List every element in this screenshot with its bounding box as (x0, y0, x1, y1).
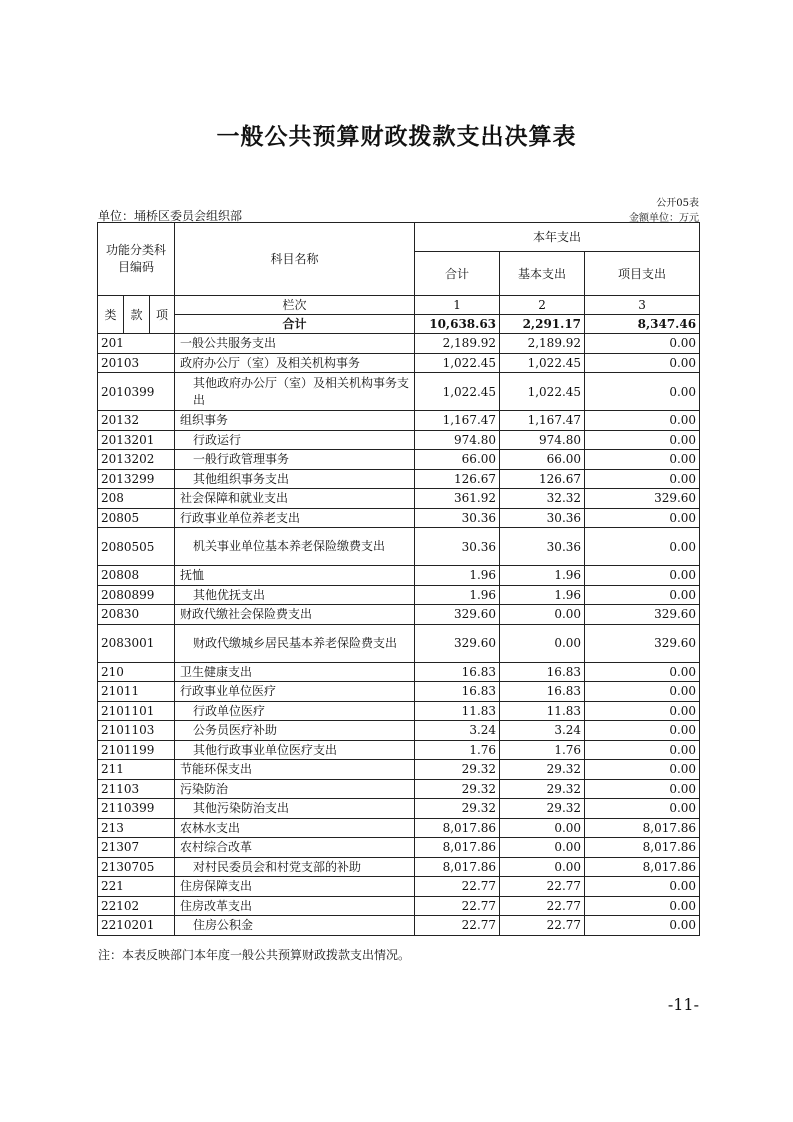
row-total: 361.92 (415, 489, 500, 509)
row-basic: 0.00 (500, 624, 585, 662)
totals-project: 8,347.46 (585, 315, 700, 334)
row-project: 0.00 (585, 528, 700, 566)
row-total: 1,022.45 (415, 373, 500, 411)
row-name: 财政代缴城乡居民基本养老保险费支出 (175, 624, 415, 662)
table-row (98, 662, 700, 682)
row-name: 行政运行 (175, 430, 415, 450)
row-name: 节能环保支出 (175, 760, 415, 780)
header-xiang: 项 (150, 296, 175, 334)
row-total: 1.76 (415, 740, 500, 760)
row-basic: 1.76 (500, 740, 585, 760)
row-basic: 32.32 (500, 489, 585, 509)
row-name: 污染防治 (175, 779, 415, 799)
page-number: -11- (667, 995, 699, 1014)
row-basic: 30.36 (500, 528, 585, 566)
row-project: 0.00 (585, 740, 700, 760)
money-unit-label: 金额单位：万元 (629, 213, 699, 224)
header-func-code: 功能分类科目编码 (98, 223, 175, 296)
row-code: 2130705 (98, 857, 175, 877)
table-row (98, 508, 700, 528)
row-project: 0.00 (585, 799, 700, 819)
table-row (98, 721, 700, 741)
table-row (98, 411, 700, 431)
row-code: 2210201 (98, 916, 175, 936)
row-project: 329.60 (585, 489, 700, 509)
row-name: 农村综合改革 (175, 838, 415, 858)
row-basic: 16.83 (500, 662, 585, 682)
row-name: 一般行政管理事务 (175, 450, 415, 470)
row-total: 22.77 (415, 896, 500, 916)
row-total: 16.83 (415, 662, 500, 682)
row-project: 0.00 (585, 701, 700, 721)
table-row (98, 373, 700, 411)
row-name: 其他污染防治支出 (175, 799, 415, 819)
row-code: 2013201 (98, 430, 175, 450)
header-basic: 基本支出 (500, 252, 585, 296)
table-row (98, 701, 700, 721)
row-total: 329.60 (415, 605, 500, 625)
table-row (98, 818, 700, 838)
row-basic: 0.00 (500, 838, 585, 858)
table-row (98, 566, 700, 586)
row-basic: 0.00 (500, 605, 585, 625)
row-basic: 16.83 (500, 682, 585, 702)
header-project: 项目支出 (585, 252, 700, 296)
table-row (98, 877, 700, 897)
row-total: 2,189.92 (415, 334, 500, 354)
row-basic: 0.00 (500, 857, 585, 877)
row-basic: 22.77 (500, 916, 585, 936)
table-row (98, 469, 700, 489)
row-total: 974.80 (415, 430, 500, 450)
table-row (98, 779, 700, 799)
row-code: 20805 (98, 508, 175, 528)
row-name: 农林水支出 (175, 818, 415, 838)
row-project: 8,017.86 (585, 818, 700, 838)
row-basic: 1,022.45 (500, 353, 585, 373)
table-row (98, 740, 700, 760)
row-total: 30.36 (415, 508, 500, 528)
row-name: 其他组织事务支出 (175, 469, 415, 489)
row-code: 2010399 (98, 373, 175, 411)
row-total: 29.32 (415, 779, 500, 799)
row-basic: 66.00 (500, 450, 585, 470)
row-name: 政府办公厅（室）及相关机构事务 (175, 353, 415, 373)
row-total: 29.32 (415, 760, 500, 780)
row-project: 8,017.86 (585, 838, 700, 858)
row-total: 66.00 (415, 450, 500, 470)
form-number: 公开05表 (656, 198, 699, 209)
totals-label: 合计 (175, 315, 415, 334)
unit-label: 单位：埇桥区委员会组织部 (98, 209, 243, 223)
table-row (98, 430, 700, 450)
row-basic: 1.96 (500, 585, 585, 605)
row-total: 126.67 (415, 469, 500, 489)
table-row (98, 585, 700, 605)
row-name: 行政事业单位医疗 (175, 682, 415, 702)
footnote: 注：本表反映部门本年度一般公共预算财政拨款支出情况。 (98, 948, 411, 962)
row-total: 29.32 (415, 799, 500, 819)
totals-basic: 2,291.17 (500, 315, 585, 334)
row-code: 2013202 (98, 450, 175, 470)
row-project: 0.00 (585, 469, 700, 489)
row-project: 0.00 (585, 662, 700, 682)
row-name: 其他政府办公厅（室）及相关机构事务支出 (175, 373, 415, 411)
row-project: 0.00 (585, 877, 700, 897)
row-project: 0.00 (585, 430, 700, 450)
table-row (98, 353, 700, 373)
row-code: 221 (98, 877, 175, 897)
row-basic: 29.32 (500, 779, 585, 799)
row-project: 0.00 (585, 566, 700, 586)
page-title: 一般公共预算财政拨款支出决算表 (216, 123, 577, 150)
row-code: 201 (98, 334, 175, 354)
row-name: 一般公共服务支出 (175, 334, 415, 354)
table-row (98, 334, 700, 354)
row-code: 2110399 (98, 799, 175, 819)
row-total: 1.96 (415, 566, 500, 586)
table-row (98, 489, 700, 509)
row-basic: 22.77 (500, 877, 585, 897)
totals-total: 10,638.63 (415, 315, 500, 334)
row-basic: 29.32 (500, 799, 585, 819)
row-total: 8,017.86 (415, 818, 500, 838)
row-project: 0.00 (585, 779, 700, 799)
row-total: 329.60 (415, 624, 500, 662)
table-row (98, 624, 700, 662)
row-project: 0.00 (585, 411, 700, 431)
row-name: 其他优抚支出 (175, 585, 415, 605)
row-total: 1,022.45 (415, 353, 500, 373)
row-total: 1,167.47 (415, 411, 500, 431)
row-project: 329.60 (585, 624, 700, 662)
row-code: 2101199 (98, 740, 175, 760)
table-row (98, 760, 700, 780)
row-name: 行政事业单位养老支出 (175, 508, 415, 528)
row-project: 0.00 (585, 373, 700, 411)
row-basic: 3.24 (500, 721, 585, 741)
row-basic: 0.00 (500, 818, 585, 838)
header-year-expense: 本年支出 (415, 223, 700, 252)
row-code: 210 (98, 662, 175, 682)
row-total: 22.77 (415, 916, 500, 936)
table-row (98, 682, 700, 702)
row-name: 社会保障和就业支出 (175, 489, 415, 509)
row-code: 2080899 (98, 585, 175, 605)
row-name: 公务员医疗补助 (175, 721, 415, 741)
row-project: 0.00 (585, 682, 700, 702)
row-code: 2101103 (98, 721, 175, 741)
row-project: 0.00 (585, 508, 700, 528)
header-subject-name: 科目名称 (175, 223, 415, 296)
row-code: 2083001 (98, 624, 175, 662)
table-row (98, 450, 700, 470)
table-row (98, 605, 700, 625)
row-code: 20830 (98, 605, 175, 625)
table-row (98, 838, 700, 858)
row-name: 组织事务 (175, 411, 415, 431)
row-project: 0.00 (585, 896, 700, 916)
row-project: 0.00 (585, 450, 700, 470)
row-basic: 1,167.47 (500, 411, 585, 431)
row-basic: 30.36 (500, 508, 585, 528)
row-name: 卫生健康支出 (175, 662, 415, 682)
row-code: 20808 (98, 566, 175, 586)
row-code: 2013299 (98, 469, 175, 489)
row-basic: 2,189.92 (500, 334, 585, 354)
row-code: 20103 (98, 353, 175, 373)
header-kuan: 款 (124, 296, 150, 334)
row-code: 2080505 (98, 528, 175, 566)
row-code: 21011 (98, 682, 175, 702)
row-total: 8,017.86 (415, 838, 500, 858)
row-name: 财政代缴社会保险费支出 (175, 605, 415, 625)
row-total: 11.83 (415, 701, 500, 721)
table-row (98, 916, 700, 936)
row-code: 2101101 (98, 701, 175, 721)
table-row (98, 857, 700, 877)
row-name: 其他行政事业单位医疗支出 (175, 740, 415, 760)
row-code: 208 (98, 489, 175, 509)
row-project: 8,017.86 (585, 857, 700, 877)
row-basic: 11.83 (500, 701, 585, 721)
row-project: 0.00 (585, 916, 700, 936)
header-col2: 2 (500, 296, 585, 315)
header-lei: 类 (98, 296, 124, 334)
row-code: 213 (98, 818, 175, 838)
row-name: 机关事业单位基本养老保险缴费支出 (175, 528, 415, 566)
row-total: 8,017.86 (415, 857, 500, 877)
row-code: 20132 (98, 411, 175, 431)
row-total: 16.83 (415, 682, 500, 702)
header-col3: 3 (585, 296, 700, 315)
row-code: 21307 (98, 838, 175, 858)
row-basic: 974.80 (500, 430, 585, 450)
row-project: 0.00 (585, 334, 700, 354)
row-project: 0.00 (585, 760, 700, 780)
row-project: 329.60 (585, 605, 700, 625)
row-name: 住房保障支出 (175, 877, 415, 897)
row-name: 抚恤 (175, 566, 415, 586)
row-code: 211 (98, 760, 175, 780)
row-basic: 1,022.45 (500, 373, 585, 411)
row-basic: 1.96 (500, 566, 585, 586)
row-code: 22102 (98, 896, 175, 916)
row-total: 22.77 (415, 877, 500, 897)
row-project: 0.00 (585, 353, 700, 373)
row-basic: 126.67 (500, 469, 585, 489)
row-project: 0.00 (585, 585, 700, 605)
row-basic: 22.77 (500, 896, 585, 916)
row-total: 3.24 (415, 721, 500, 741)
row-project: 0.00 (585, 721, 700, 741)
row-total: 30.36 (415, 528, 500, 566)
row-name: 行政单位医疗 (175, 701, 415, 721)
row-name: 对村民委员会和村党支部的补助 (175, 857, 415, 877)
header-col1: 1 (415, 296, 500, 315)
table-row (98, 799, 700, 819)
table-row (98, 528, 700, 566)
header-lanci: 栏次 (175, 296, 415, 315)
row-name: 住房改革支出 (175, 896, 415, 916)
table-row (98, 896, 700, 916)
row-total: 1.96 (415, 585, 500, 605)
row-name: 住房公积金 (175, 916, 415, 936)
row-code: 21103 (98, 779, 175, 799)
header-total: 合计 (415, 252, 500, 296)
expense-table (97, 222, 700, 936)
row-basic: 29.32 (500, 760, 585, 780)
